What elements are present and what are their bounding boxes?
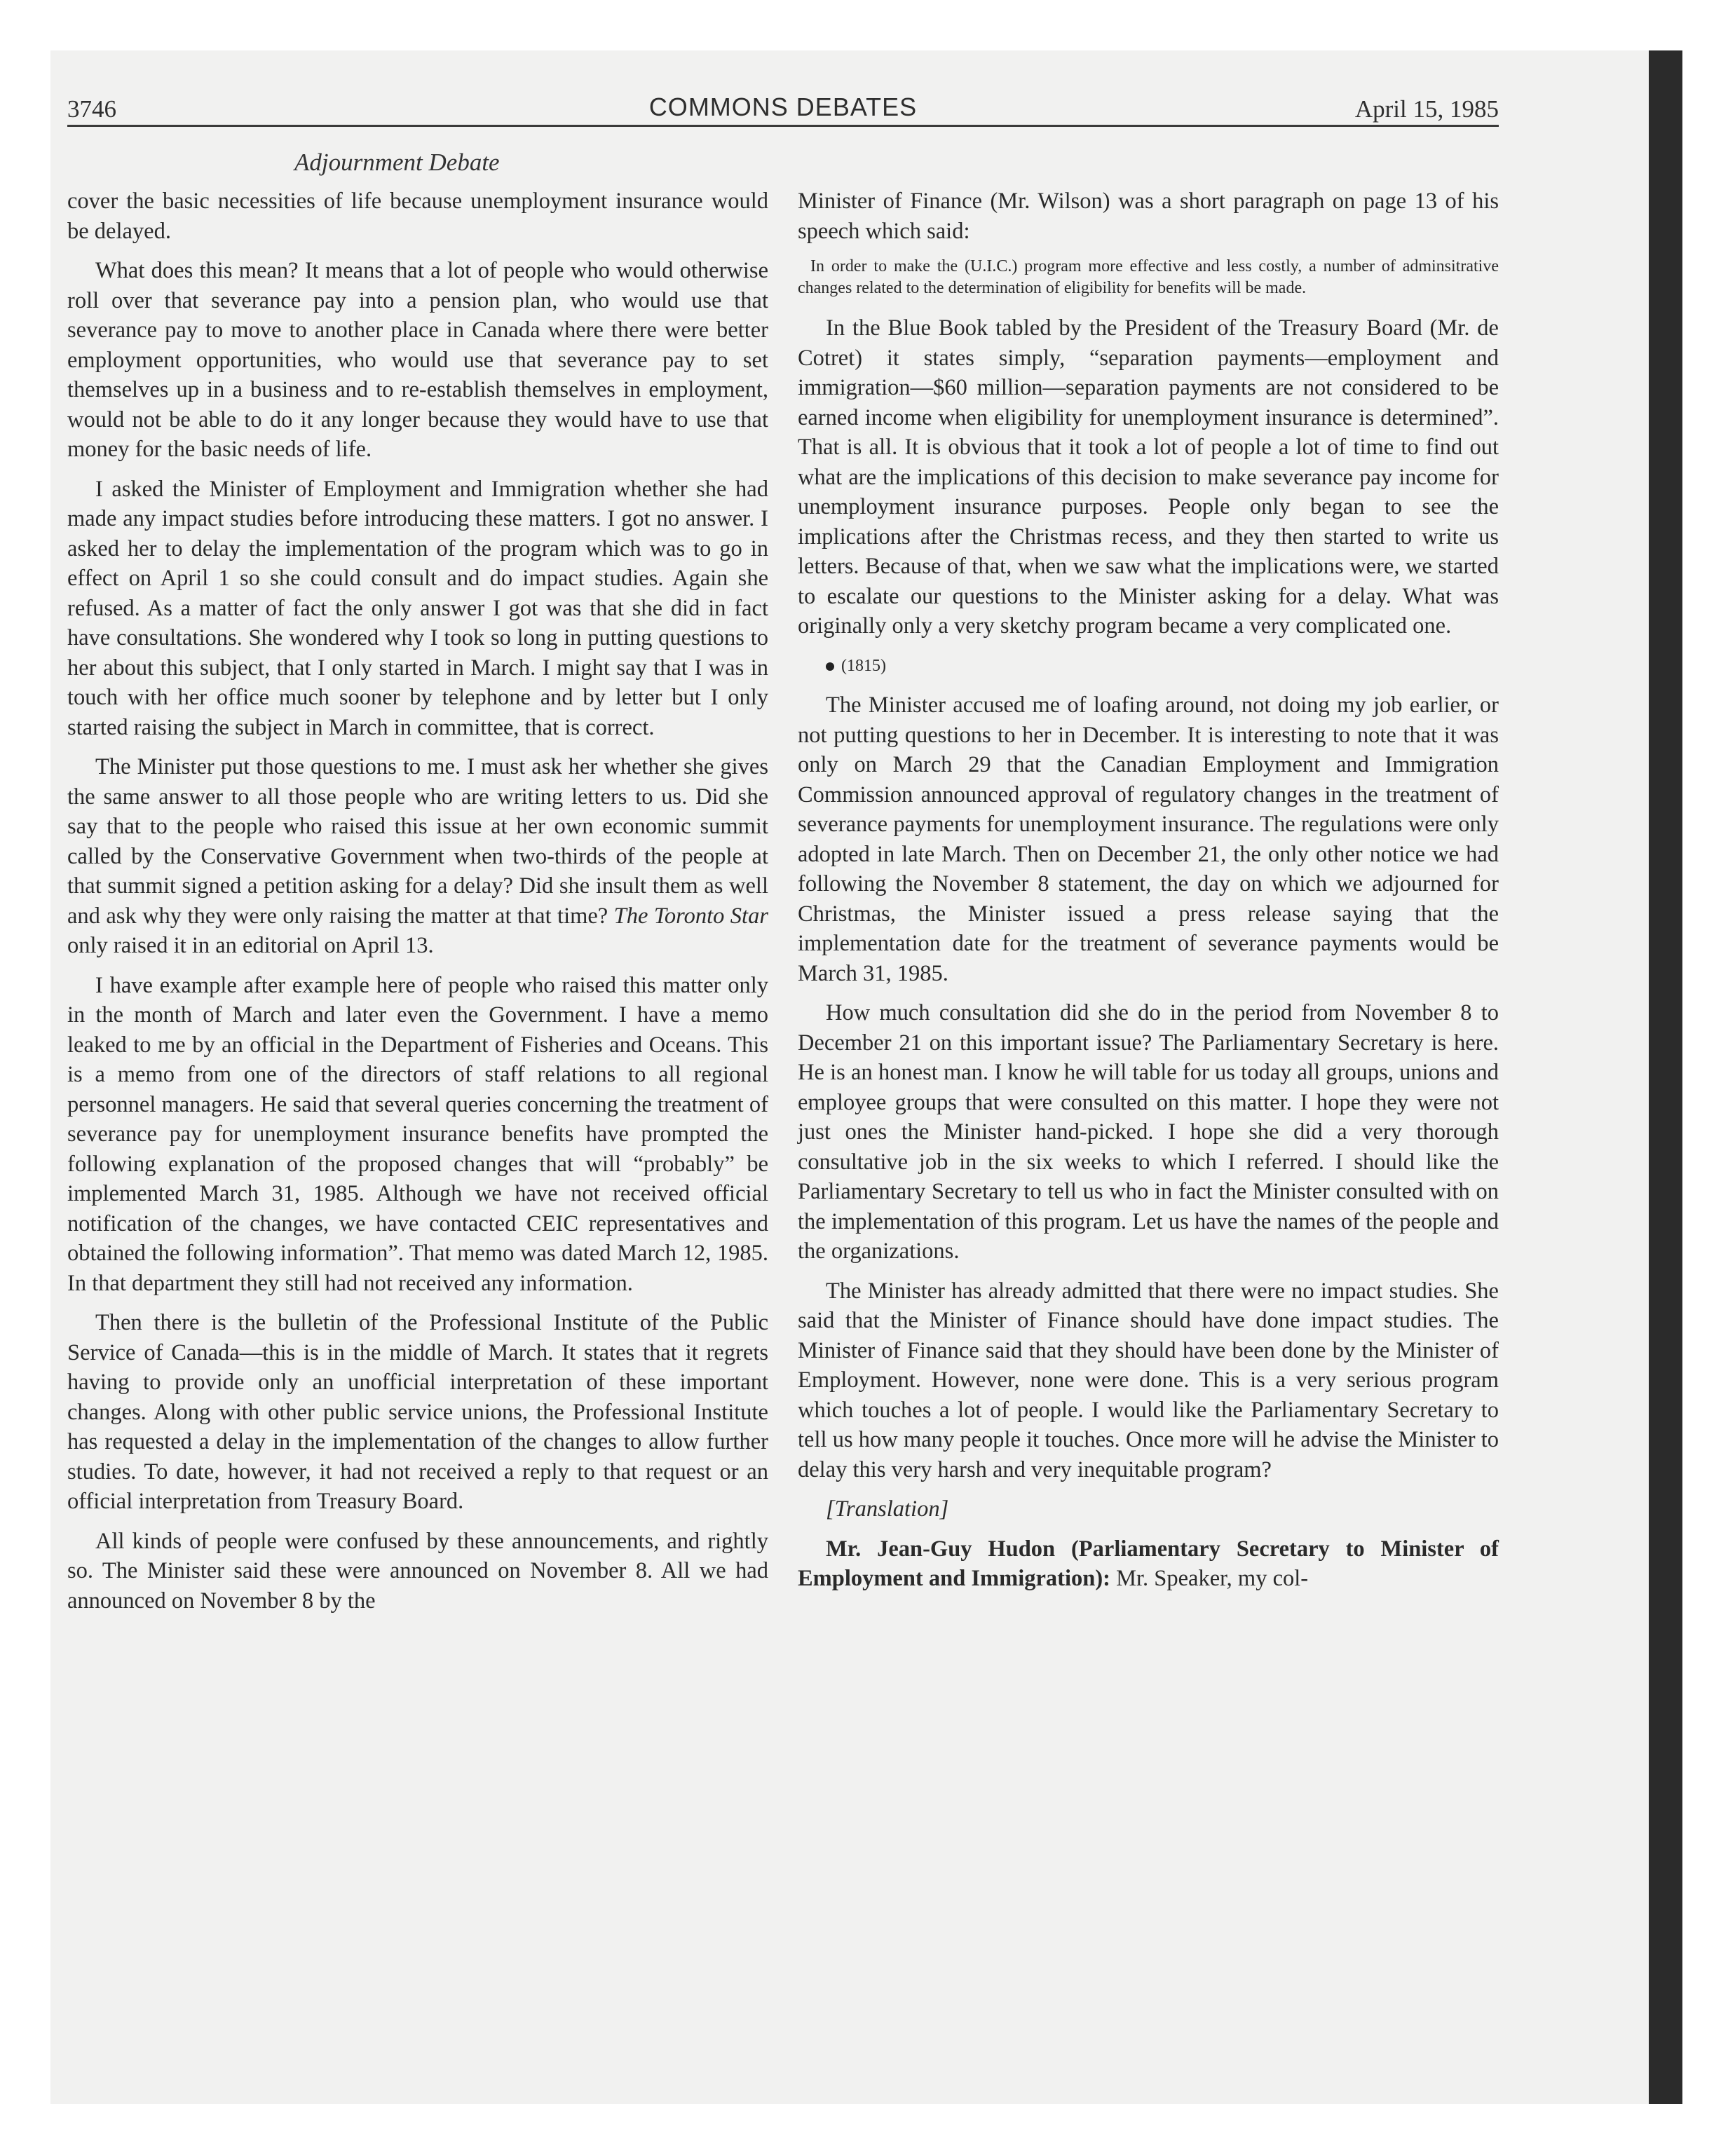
- paragraph: [67, 752, 768, 961]
- paragraph: In the Blue Book tabled by the President of the Treasury Board (Mr. de Cotret) it states simply, “separation payments—employment and immigration—$60 million—separation payments are not considered to be earned income when eligibility for unemployment insurance is determined”. That is all. It is obvious that it took a lot of people a lot of time to find out what are the implications of this decision to make severance pay income for unemployment insurance purposes. People only began to see the implications after the Christmas recess, and they then started to write us letters. Because of that, when we saw what the implications were, we started to escalate our questions to the Minister asking for a delay. What was originally only a very sketchy program became a very complicated one.: [798, 315, 1499, 639]
- section-title: Adjournment Debate: [294, 149, 500, 176]
- paragraph: cover the basic necessities of life because unemployment insurance would be delayed.: [67, 189, 768, 244]
- issue-date: April 15, 1985: [1354, 95, 1499, 123]
- bullet-icon: [826, 662, 834, 671]
- scan-binding-edge: [1649, 50, 1682, 2104]
- paragraph: Minister of Finance (Mr. Wilson) was a short paragraph on page 13 of his speech which said:: [798, 189, 1499, 244]
- paragraph-text: only raised it in an editorial on April 13.: [67, 933, 434, 958]
- time-marker-text: (1815): [841, 656, 886, 675]
- paragraph: Then there is the bulletin of the Professional Institute of the Public Service of Canada—this is in the middle of March. It states that it regrets having to provide only an unofficial interpretation of these important changes. Along with other public service unions, the Professional Institute has requested a delay in the implementation of the changes to allow further studies. To date, however, it had not received a reply to that request or an official interpretation from Treasury Board.: [67, 1310, 768, 1514]
- paragraph: How much consultation did she do in the period from November 8 to December 21 on this important issue? The Parliamentary Secretary is here. He is an honest man. I know he will table for us today all groups, unions and employee groups that were consulted on this matter. I hope they were not just ones the Minister hand-picked. I hope she did a very thorough consultative job in the six weeks to which I referred. I should like the Parliamentary Secretary to tell us who in fact the Minister consulted with on the implementation of this program. Let us have the names of the people and the organizations.: [798, 1000, 1499, 1264]
- paragraph: I asked the Minister of Employment and Immigration whether she had made any impact studies before introducing these matters. I got no answer. I asked her to delay the implementation of the program which was to go in effect on April 1 so she could consult and do impact studies. Again she refused. As a matter of fact the only answer I got was that she did in fact have consultations. She wondered why I took so long in putting questions to her about this subject, that I only started in March. I might say that I was in touch with her office much sooner by telephone and by letter but I only started raising the subject in March in committee, that is correct.: [67, 476, 768, 740]
- newspaper-title: The Toronto Star: [613, 903, 768, 929]
- paragraph: All kinds of people were confused by these announcements, and rightly so. The Minister said these were announced on November 8. All we had announced on November 8 by the: [67, 1528, 768, 1613]
- paragraph: The Minister accused me of loafing around, not doing my job earlier, or not putting questions to her in December. It is interesting to note that it was only on March 29 that the Canadian Employment and Immigration Commission announced approval of regulatory changes in the treatment of severance payments for unemployment insurance. The regulations were only adopted in late March. Then on December 21, the only other notice we had following the November 8 statement, the day on which we adjourned for Christmas, the Minister issued a press release saying that the implementation date for the treatment of severance payments would be March 31, 1985.: [798, 692, 1499, 986]
- translation-label: [Translation]: [826, 1496, 949, 1522]
- paragraph: The Minister has already admitted that there were no impact studies. She said that the Minister of Finance should have done impact studies. The Minister of Finance said that they should have been done by the Minister of Employment. However, none were done. This is a very serious program which touches a lot of people. I would like the Parliamentary Secretary to tell us how many people it touches. Once more will he advise the Minister to delay this very harsh and very inequitable program?: [798, 1278, 1499, 1482]
- publication-title: COMMONS DEBATES: [648, 93, 918, 121]
- time-marker: [798, 651, 1499, 681]
- paragraph-text: The Minister put those questions to me. I must ask her whether she gives the same answer to all those people who are writing letters to us. Did she say that to the people who raised this issue at her own economic summit called by the Conservative Government when two-thirds of the people at that summit signed a petition asking for a delay? Did she insult them as well and ask why they were only raising the matter at that time?: [67, 754, 768, 929]
- paragraph-text: Mr. Speaker, my col-: [1110, 1566, 1309, 1591]
- header-rule: [67, 125, 1499, 127]
- running-head: [67, 90, 1499, 126]
- paragraph: [798, 1534, 1499, 1594]
- paragraph: I have example after example here of people who raised this matter only in the month of March and later even the Government. I have a memo leaked to me by an official in the Department of Fisheries and Oceans. This is a memo from one of the directors of staff relations to all regional personnel managers. He said that several queries concerning the treatment of severance pay for unemployment insurance benefits have prompted the following explanation of the proposed changes that will “probably” be implemented March 31, 1985. Although we have not received official notification of the changes, we have contacted CEIC representatives and obtained the following information”. That memo was dated March 12, 1985. In that department they still had not received any information.: [67, 972, 768, 1296]
- left-column: [67, 186, 768, 1625]
- speaker-name: Mr. Jean-Guy Hudon (Parliamentary Secretary to Minister of Employment and Immigration):: [798, 1536, 1499, 1591]
- page-number: 3746: [67, 95, 116, 123]
- paragraph: What does this mean? It means that a lot of people who would otherwise roll over that severance pay into a pension plan, who would use that severance pay to move to another place in Canada where there were better employment opportunities, who would use that severance pay to set themselves up in a business and to re-establish themselves in employment, would not be able to do it any longer because they would have to use that money for the basic needs of life.: [67, 258, 768, 462]
- block-quote: In order to make the (U.I.C.) program more effective and less costly, a number of adminsitrative changes related to the determination of eligibility for benefits will be made.: [798, 257, 1499, 297]
- right-column: [798, 186, 1499, 1604]
